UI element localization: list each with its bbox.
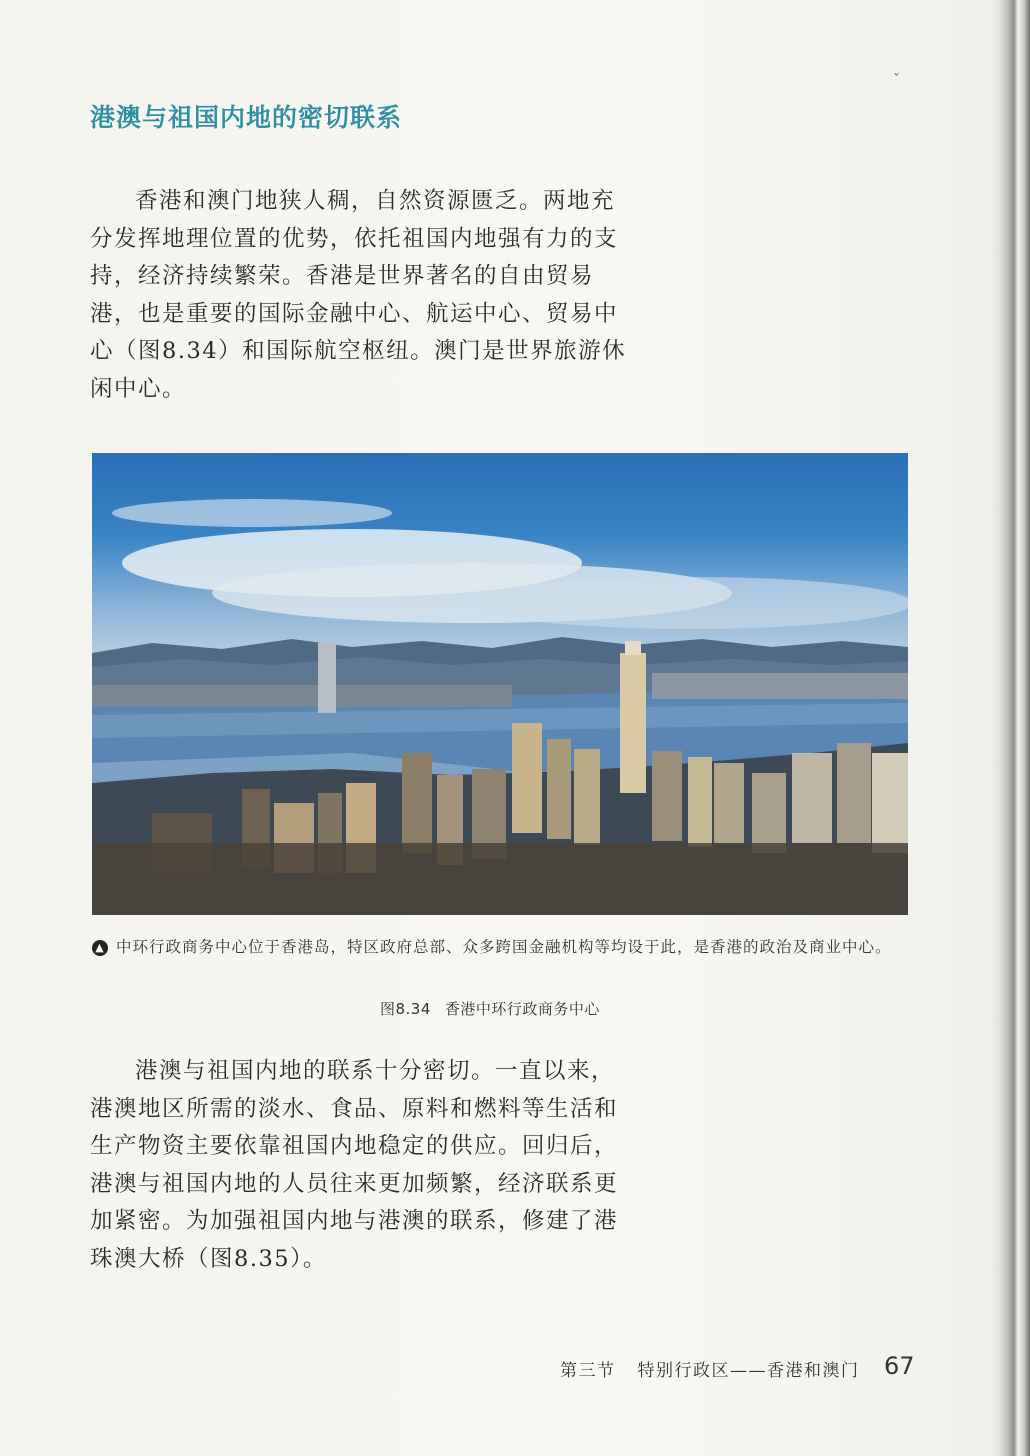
page-number: 67	[884, 1352, 915, 1380]
book-spine-shadow	[990, 0, 1030, 1456]
photo-note	[92, 934, 912, 960]
body-paragraph-2: 港澳与祖国内地的联系十分密切。一直以来，港澳地区所需的淡水、食品、原料和燃料等生活和生产物资主要依靠祖国内地稳定的供应。回归后，港澳与祖国内地的人员往来更加频繁，经济联系更加紧密。为加强祖国内地与港澳的联系，修建了港珠澳大桥（图8.35）。	[90, 1058, 619, 1272]
figure-caption	[380, 998, 600, 1019]
footer-chapter: 特别行政区——香港和澳门	[637, 1361, 860, 1381]
footer-section: 第三节	[560, 1361, 616, 1381]
body-paragraph-1: 香港和澳门地狭人稠，自然资源匮乏。两地充分发挥地理位置的优势，依托祖国内地强有力的支持，经济持续繁荣。香港是世界著名的自由贸易港，也是重要的国际金融中心、航运中心、贸易中心（图8.34）和国际航空枢纽。澳门是世界旅游休闲中心。	[90, 188, 627, 402]
page-speck: ˇ	[893, 72, 900, 88]
skyline-illustration	[92, 453, 908, 915]
photo-note-text: 中环行政商务中心位于香港岛，特区政府总部、众多跨国金融机构等均设于此，是香港的政治及商业中心。	[116, 938, 892, 956]
figure-number: 图8.34	[380, 1000, 431, 1018]
section-title: 港澳与祖国内地的密切联系	[90, 103, 403, 132]
figure-title: 香港中环行政商务中心	[444, 1000, 600, 1018]
running-footer	[560, 1356, 860, 1381]
hong-kong-central-photo	[92, 453, 908, 915]
arrow-up-icon: ▲	[92, 940, 108, 956]
